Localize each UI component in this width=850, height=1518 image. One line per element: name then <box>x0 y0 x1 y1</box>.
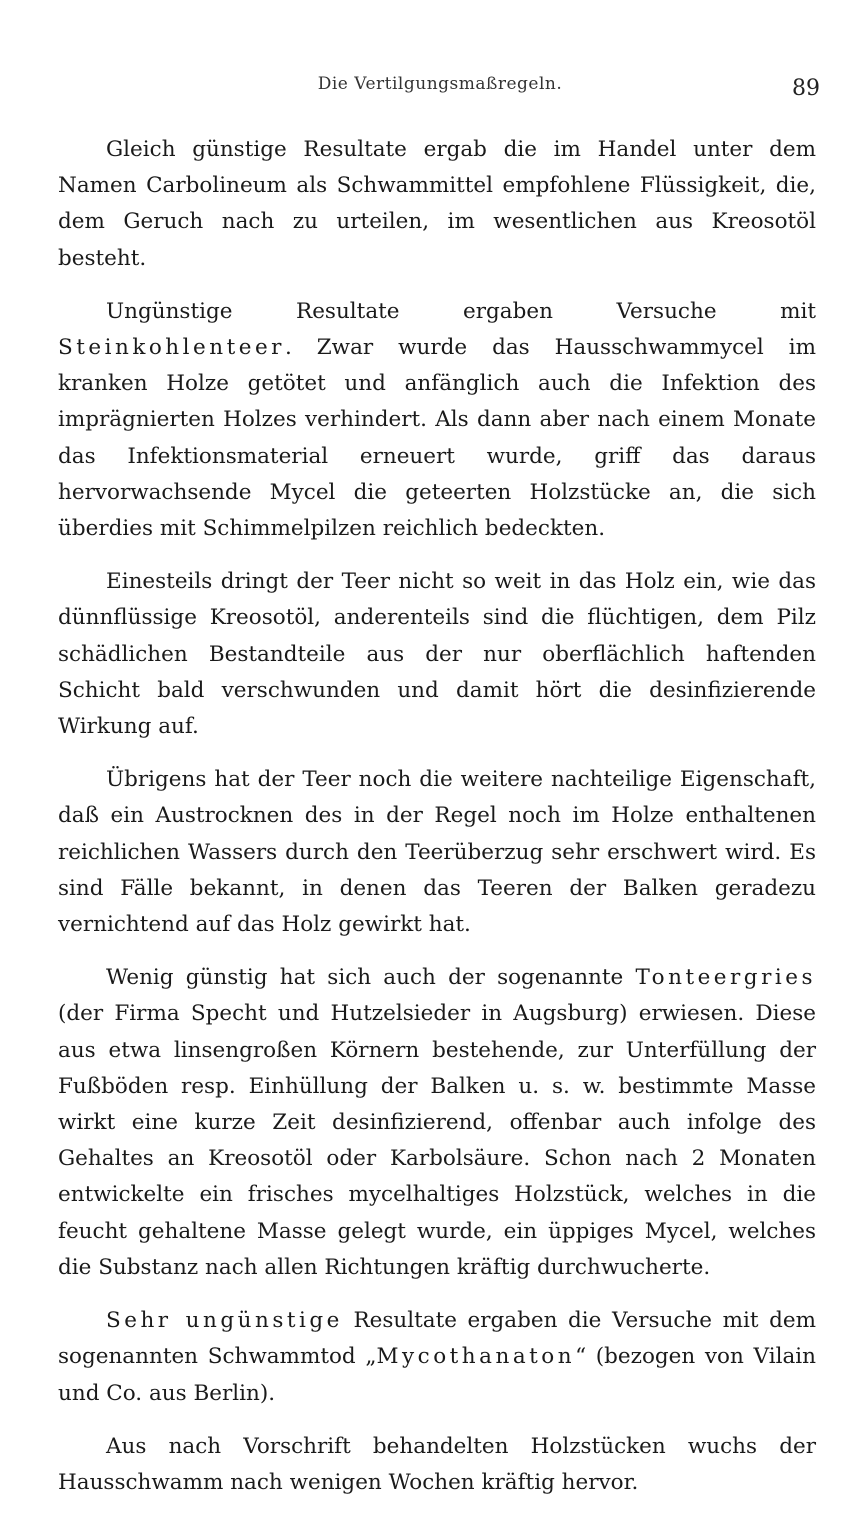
paragraph: Übrigens hat der Teer noch die weitere nachteilige Eigenschaft, daß ein Austrocknen des in der Regel noch im Holze enthaltenen reichlichen Wassers durch den Teerüberzug sehr erschwert wird. Es sind Fälle bekannt, in denen das Teeren der Balken geradezu vernichtend auf das Holz gewirkt hat. <box>58 767 816 938</box>
page-number: 89 <box>792 76 820 101</box>
paragraph: Aus nach Vorschrift behandelten Holzstücken wuchs der Hausschwamm nach wenigen Wochen kräftig hervor. <box>58 1433 816 1495</box>
paragraph-text: Wenig günstig hat sich auch der sogenannte <box>106 965 636 991</box>
paragraph <box>58 960 816 1286</box>
emphasized-term: Mycothanaton <box>376 1344 576 1370</box>
emphasized-term: Tonteergries <box>635 965 816 991</box>
paragraph-text: “ (bezogen von Vilain und Co. aus Berlin). <box>58 1344 816 1406</box>
emphasized-term: Sehr ungünstige <box>106 1308 343 1334</box>
paragraph <box>58 294 816 547</box>
paragraph-text: . Zwar wurde das Hausschwammycel im kranken Holze getötet und anfänglich auch die Infektion des imprägnierten Holzes verhindert. Als dann aber nach einem Monate das Infektionsmaterial erneuert wurde, griff das daraus hervorwachsende Mycel die geteerten Holzstücke an, die sich überdies mit Schimmelpilzen reichlich bedeckten. <box>58 335 816 542</box>
paragraph: Einesteils dringt der Teer nicht so weit in das Holz ein, wie das dünnflüssige Kreosotöl, anderenteils sind die flüchtigen, dem Pilz schädlichen Bestandteile aus der nur oberflächlich haftenden Schicht bald verschwunden und damit hört die desinfizierende Wirkung auf. <box>58 569 816 740</box>
paragraph-text: Resultate ergaben die Versuche mit dem sogenannten Schwammtod „ <box>58 1308 816 1370</box>
paragraph-text: (der Firma Specht und Hutzelsieder in Augsburg) erwiesen. Diese aus etwa linsengroßen Körnern bestehende, zur Unterfüllung der Fußböden resp. Einhüllung der Balken u. s. w. bestimmte Masse wirkt eine kurze Zeit desinfizierend, offenbar auch infolge des Gehaltes an Kreosotöl oder Karbolsäure. Schon nach 2 Monaten entwickelte ein frisches mycelhaltiges Holzstück, welches in die feucht gehaltene Masse gelegt wurde, ein üppiges Mycel, welches die Substanz nach allen Richtungen kräftig durchwucherte. <box>58 1001 816 1280</box>
body-text <box>58 132 816 1518</box>
running-header <box>60 74 820 102</box>
emphasized-term: Steinkohlenteer <box>58 335 285 361</box>
paragraph: Gleich günstige Resultate ergab die im Handel unter dem Namen Carbolineum als Schwammittel empfohlene Flüssigkeit, die, dem Geruch nach zu urteilen, im wesentlichen aus Kreosotöl besteht. <box>58 137 816 271</box>
paragraph-text: Ungünstige Resultate ergaben Versuche mit <box>106 298 816 324</box>
running-title: Die Vertilgungsmaßregeln. <box>317 74 563 94</box>
paragraph <box>58 1303 816 1412</box>
